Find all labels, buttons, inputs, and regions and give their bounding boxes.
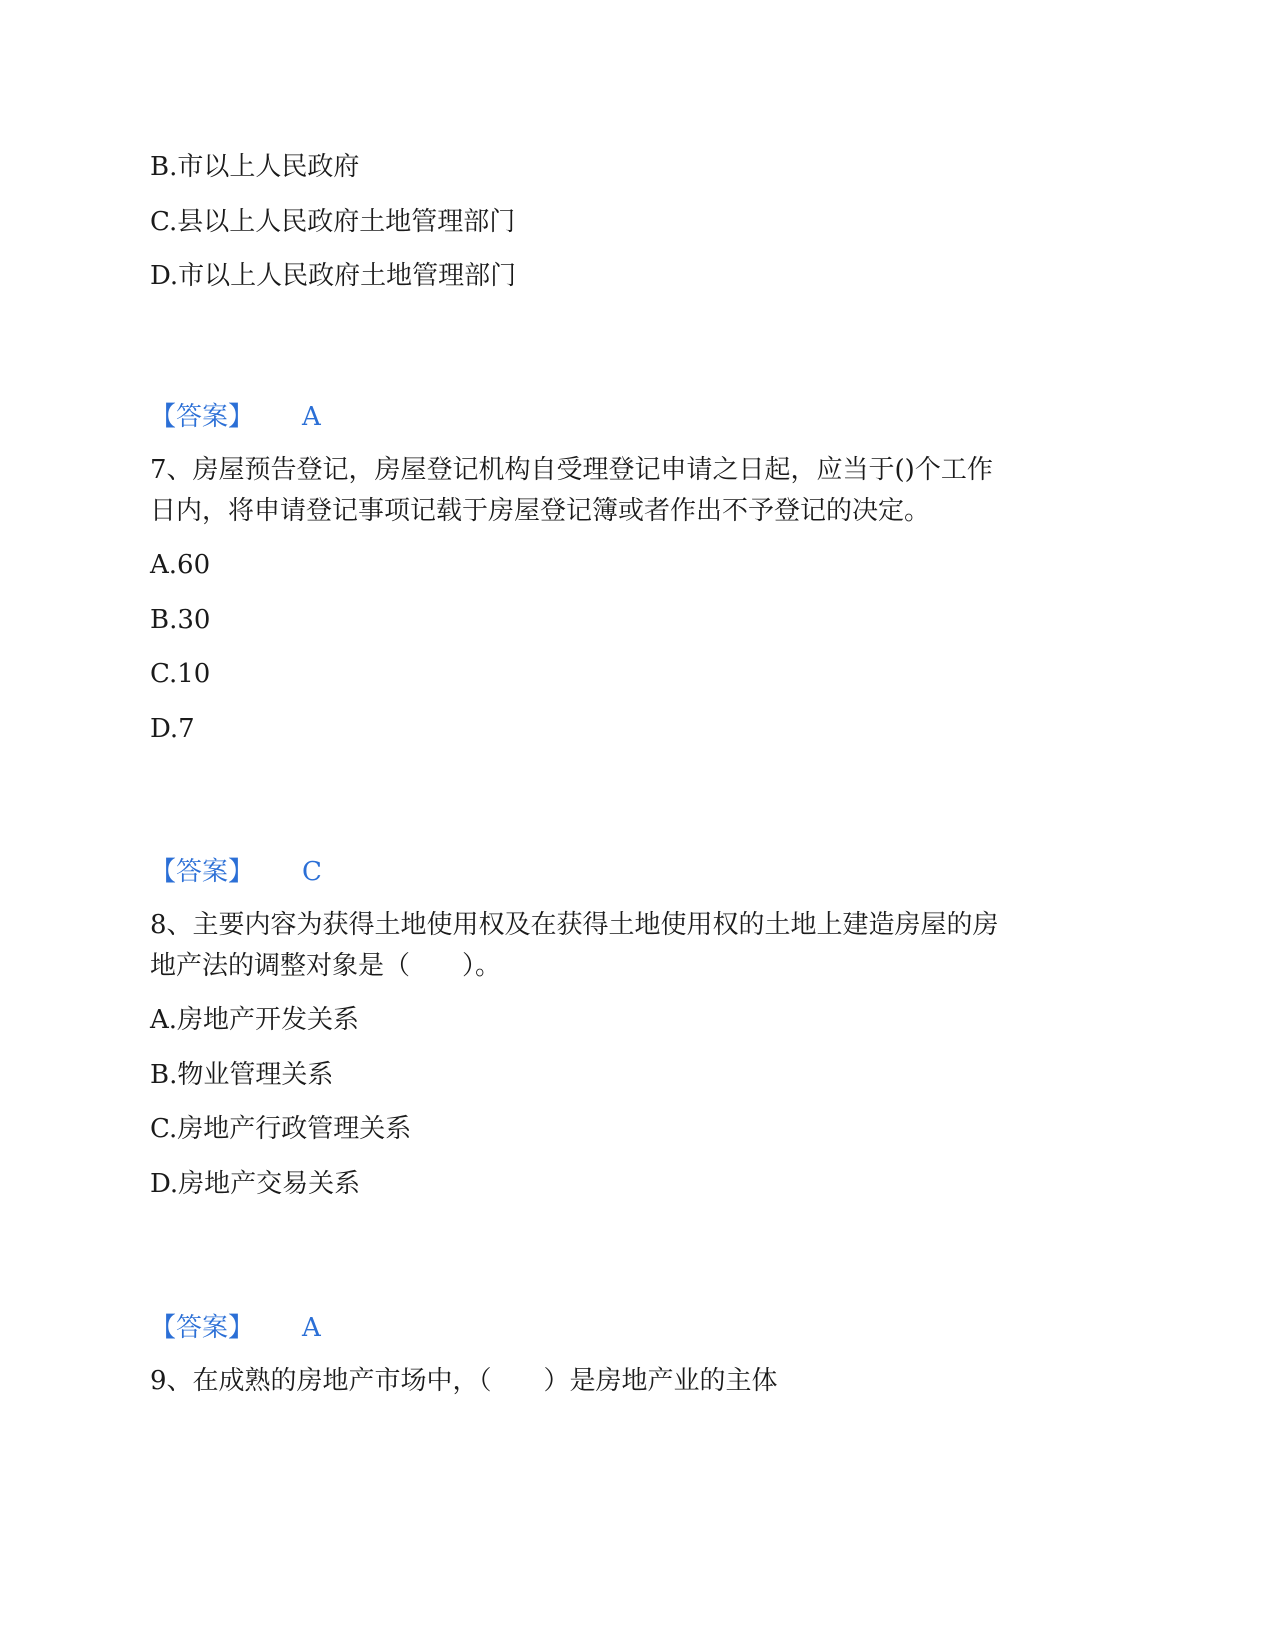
q7-option-a: A.60 [150,550,211,580]
q7-stem-line1: 7、房屋预告登记，房屋登记机构自受理登记申请之日起，应当于()个工作 [150,455,993,485]
answer-label: 【答案】 [150,1313,255,1343]
q9-stem-line1: 9、在成熟的房地产市场中，（ ）是房地产业的主体 [150,1366,778,1396]
q6-answer [150,400,321,434]
q7-answer [150,855,322,889]
q7-stem-line2: 日内，将申请登记事项记载于房屋登记簿或者作出不予登记的决定。 [150,496,931,526]
answer-value: A [302,402,321,432]
answer-label: 【答案】 [150,402,255,432]
q8-answer [150,1311,321,1345]
answer-value: C [302,857,322,887]
q8-option-b: B.物业管理关系 [150,1060,334,1090]
q6-option-d: D.市以上人民政府土地管理部门 [150,261,517,291]
q8-option-c: C.房地产行政管理关系 [150,1114,412,1144]
answer-value: A [302,1313,321,1343]
q7-option-d: D.7 [150,714,195,744]
q6-option-b: B.市以上人民政府 [150,152,360,182]
answer-label: 【答案】 [150,857,255,887]
q7-option-b: B.30 [150,605,211,635]
q6-option-c: C.县以上人民政府土地管理部门 [150,207,516,237]
q8-stem-line1: 8、主要内容为获得土地使用权及在获得土地使用权的土地上建造房屋的房 [150,910,999,940]
q8-option-a: A.房地产开发关系 [150,1005,360,1035]
q8-option-d: D.房地产交易关系 [150,1169,361,1199]
q8-stem-line2: 地产法的调整对象是（ ）。 [150,951,502,981]
q7-option-c: C.10 [150,659,211,689]
